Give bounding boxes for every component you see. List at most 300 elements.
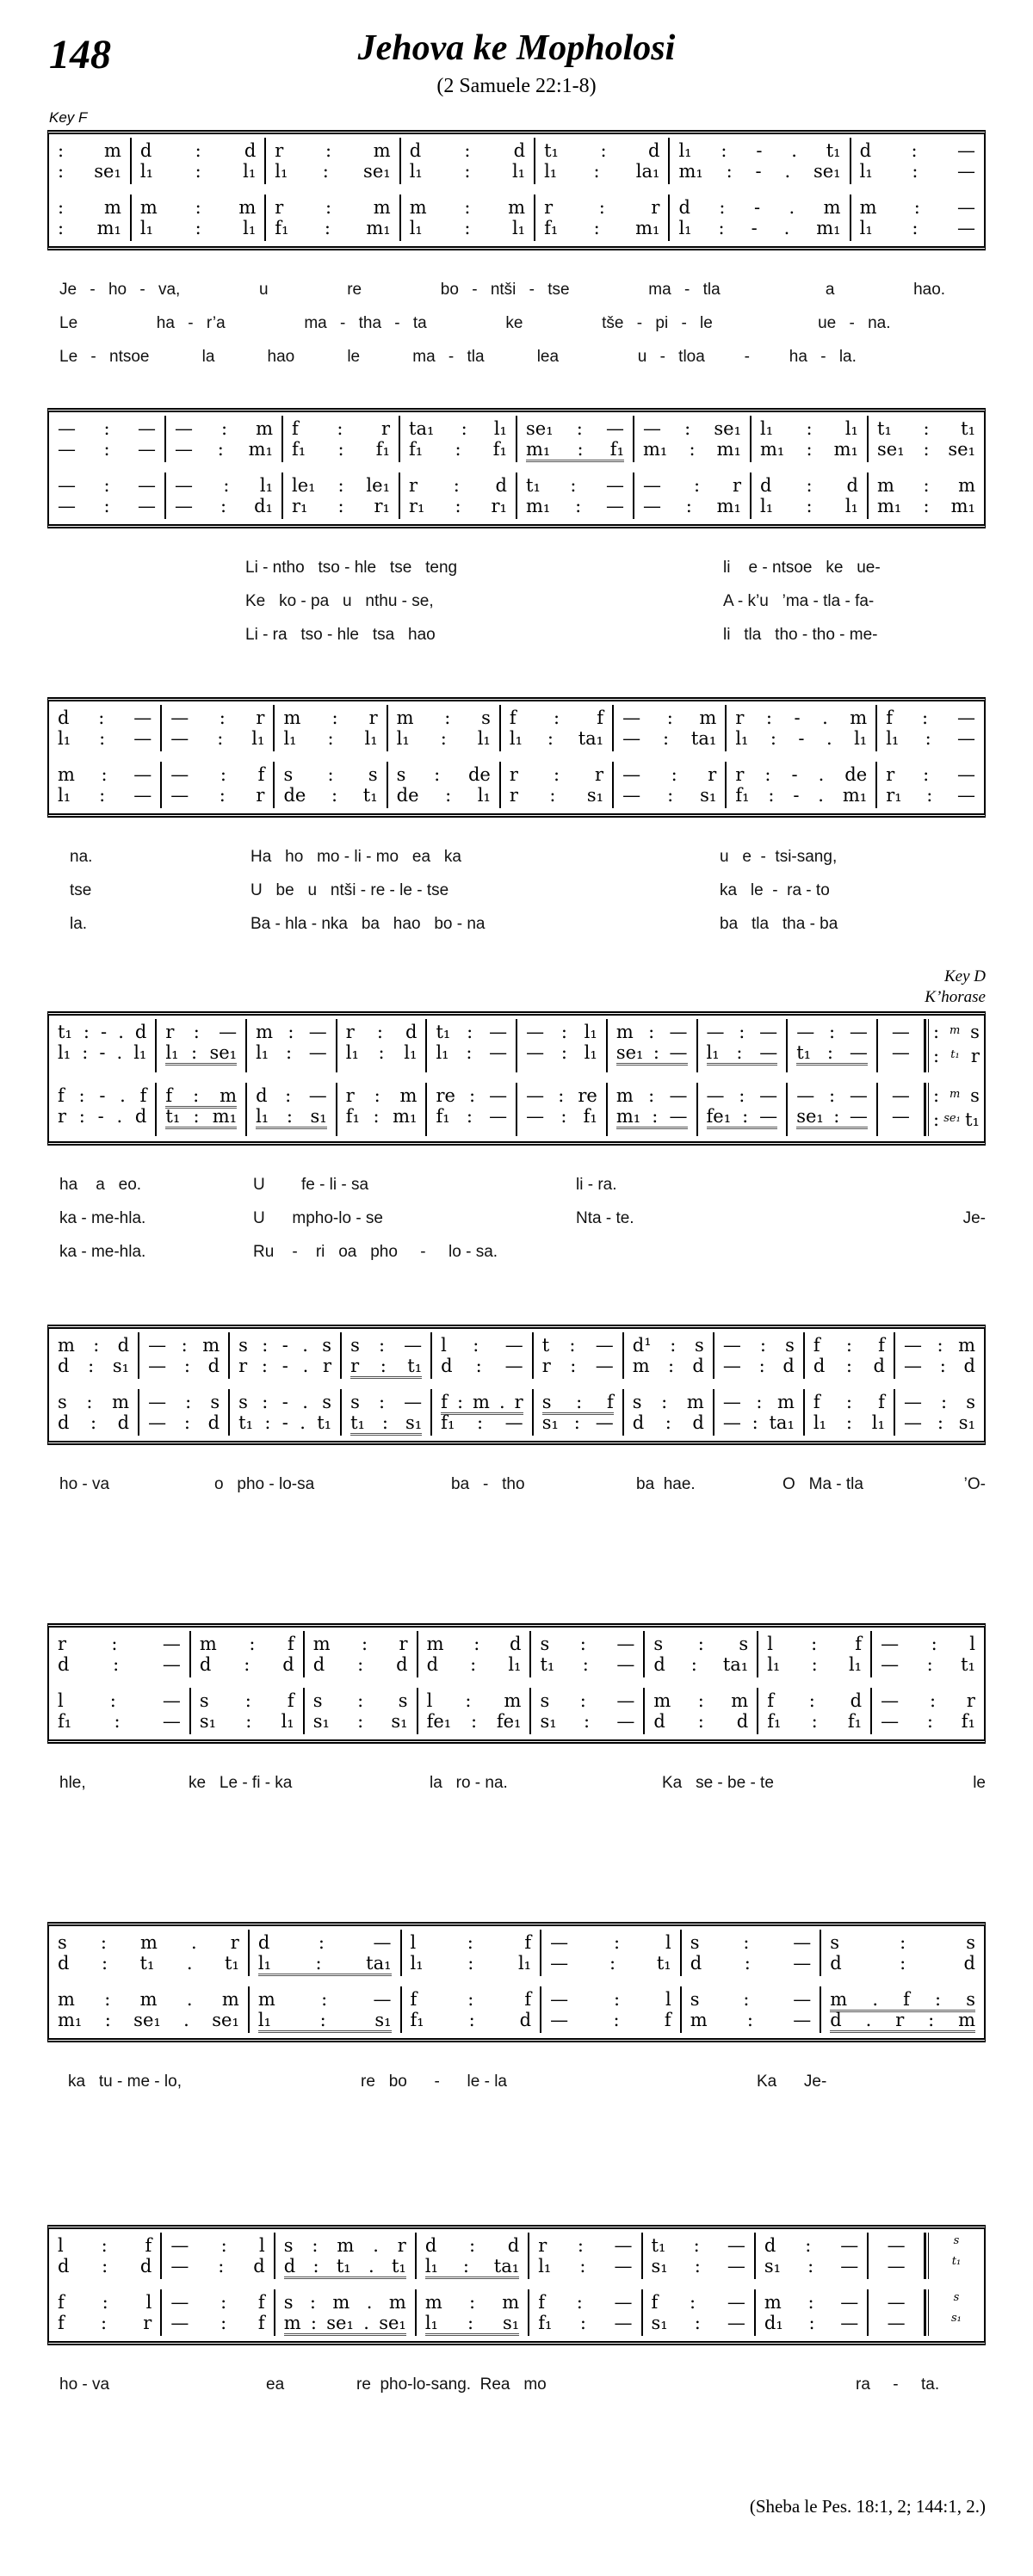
solfa-token: . [363,2313,369,2333]
note-line [200,1654,294,1675]
solfa-token: l₁ [871,1412,885,1433]
note-line [58,197,121,218]
solfa-token: — [840,2256,859,2276]
solfa-staff-box [47,1325,986,1445]
solfa-token: : [932,1046,940,1066]
solfa-token: l₁ [139,161,154,182]
solfa-token: l₁ [678,218,692,238]
solfa-token: f [410,1989,418,2010]
note-line [441,1412,523,1433]
solfa-token: : [925,728,931,749]
solfa-token: — [643,418,661,439]
score-bar-cell [162,2289,275,2336]
note-line [860,218,975,238]
solfa-token: — [489,1042,508,1063]
note-line [643,496,741,516]
solfa-token: : [746,2010,753,2030]
solfa-token: : [220,496,227,516]
solfa-token: : [374,1085,380,1106]
solfa-token: l₁ [410,1953,424,1974]
solfa-token: l₁ [58,1042,71,1063]
repeat-pickup-cell [925,1083,984,1136]
solfa-token: s₁ [958,1412,975,1433]
solfa-token: — [643,475,661,496]
solfa-token: — [616,1634,635,1654]
solfa-token: . [183,2010,189,2030]
solfa-staff-box [47,2225,986,2345]
solfa-token: : [765,707,772,728]
solfa-token: . [366,2292,373,2313]
solfa-token: se₁ [326,2313,354,2333]
note-line [58,161,121,182]
solfa-token: l₁ [859,218,873,238]
note-line [58,1106,146,1127]
solfa-token: d [282,1654,294,1675]
lyric-segment: le [973,1774,986,1792]
solfa-token: — [759,1106,778,1127]
solfa-token: : [736,1042,743,1063]
solfa-token: - [99,1042,106,1063]
solfa-token: f [651,2292,659,2313]
solfa-token: : [928,2010,935,2030]
solfa-token: t₁ [317,1412,332,1433]
solfa-token: r [966,1690,975,1711]
lyric-segment: ka - me-hla. [59,1209,146,1227]
note-line [411,1989,532,2010]
solfa-token: : [318,1932,325,1953]
lyric-segment: Li - ntho tso - hle tse teng [245,559,458,577]
note-line [58,439,156,460]
solfa-token: fe₁ [706,1106,732,1127]
note-line [622,764,716,785]
solfa-token: : [579,1690,586,1711]
lyric-segment: li e - ntsoe ke ue- [723,559,881,577]
repeat-pickup-cell [925,1019,984,1072]
solfa-token: — [137,496,156,516]
note-line [313,1654,408,1675]
solfa-token: l₁ [511,161,526,182]
solfa-token: f [509,707,516,728]
lyric-line [47,2065,986,2098]
solfa-token: - [756,140,763,161]
score-bar-cell [402,1986,542,2033]
solfa-token: : [362,1634,368,1654]
solfa-token: s₁ [112,1356,130,1376]
note-line [542,1356,614,1376]
solfa-token: l₁ [424,2313,438,2333]
note-line [436,1085,507,1106]
solfa-token: - [101,1022,108,1042]
note-line [540,1711,634,1732]
solfa-token: : [598,197,605,218]
lyric-segment: Li - ra tso - hle tsa hao [245,626,436,644]
score-bar-cell [417,2233,529,2279]
note-line [292,418,390,439]
note-line [735,707,867,728]
score-bar-cell [541,1930,682,1976]
solfa-token: m [283,707,301,728]
score-bar-cell [851,195,984,241]
solfa-token: — [840,2292,859,2313]
solfa-token: : [327,728,334,749]
repeat-pickup-cell [925,2289,984,2336]
solfa-token: : [690,1654,697,1675]
lyrics-block [47,2065,986,2098]
score-bar-cell [534,1389,624,1436]
lyric-segment: A - k’u ’ma - tla - fa- [723,592,875,610]
score-system-7 [47,1922,986,2098]
note-line [200,1711,294,1732]
solfa-token: r [409,475,418,496]
solfa-token: : [357,1711,364,1732]
note-line [256,1022,327,1042]
solfa-token: d [396,1654,408,1675]
solfa-token: m₁ [526,439,551,460]
note-line [690,1989,812,2010]
solfa-token: . [783,218,790,238]
solfa-token: : [473,1335,479,1356]
score-bar-cell [756,2233,869,2279]
solfa-token: t₁ [656,1953,671,1974]
solfa-token: : [244,1654,251,1675]
lyric-segment: ka tu - me - lo, [68,2073,182,2091]
solfa-token: : [923,764,930,785]
solfa-token: : [666,707,673,728]
solfa-token: : [912,218,919,238]
solfa-token: : [926,1654,933,1675]
score-bar-cell [230,1389,342,1436]
solfa-token: m [312,1634,331,1654]
note-line [652,2235,745,2256]
solfa-token: d [207,1412,220,1433]
note-line [881,1690,975,1711]
solfa-token: : [468,2292,476,2313]
solfa-token: — [956,161,975,182]
score-bar-cell [670,138,851,184]
key-change-label: Key D [943,967,986,985]
note-line [622,785,716,806]
solfa-token: : [99,785,106,806]
note-line [436,1106,507,1127]
solfa-token: — [170,2313,189,2333]
solfa-token: m [615,1022,634,1042]
solfa-token: le₁ [366,475,390,496]
solfa-token: — [137,418,156,439]
solfa-token: t₁ [526,475,541,496]
note-line [409,496,507,516]
grace-note: m [949,1024,961,1037]
solfa-token: : [764,764,771,785]
solfa-token: r [230,1932,239,1953]
solfa-token: f₁ [492,439,507,460]
solfa-token: : [464,218,471,238]
solfa-token: r [886,764,895,785]
solfa-token: : [756,1392,763,1412]
solfa-token: : [828,1022,836,1042]
key-change-label: K’horase [925,988,986,1006]
solfa-token: : [114,1711,121,1732]
solfa-token: m [58,764,75,785]
solfa-token: se₁ [133,2010,161,2030]
score-bar-cell [139,1332,230,1379]
solfa-token: l₁ [424,2256,438,2276]
solfa-token: — [706,1022,725,1042]
note-line [633,1356,704,1376]
solfa-token: : [685,496,692,516]
solfa-token: : [743,1932,750,1953]
solfa-token: l₁ [58,785,71,806]
solfa-token: f [903,1989,910,2010]
solfa-token: : [101,2313,108,2333]
lyric-segment: Ke ko - pa u nthu - se, [245,592,434,610]
note-line [58,785,152,806]
score-bar-cell [275,705,387,751]
solfa-token: : [652,1106,659,1127]
solfa-token: : [593,218,600,238]
solfa-token: : [99,728,106,749]
solfa-token: t₁ [225,1953,239,1974]
solfa-token: — [881,1634,900,1654]
solfa-token: m [502,2292,520,2313]
note-line [441,1392,523,1415]
solfa-token: : [464,161,471,182]
solfa-token: d [117,1335,130,1356]
note-line [760,439,858,460]
solfa-token: . [784,161,791,182]
note-line [877,2313,915,2333]
note-line [313,1711,408,1732]
note-line [723,1392,795,1412]
solfa-token: - [798,728,805,749]
note-line [550,2010,671,2030]
solfa-token: : [576,418,583,439]
solfa-token: : [327,764,334,785]
solfa-token: m₁ [760,439,785,460]
note-line [542,1392,614,1415]
solfa-token: l₁ [511,218,526,238]
solfa-token: . [186,1989,193,2010]
note-line [877,2235,915,2256]
solfa-token: : [911,140,918,161]
note-line [550,1989,671,2010]
solfa-token: : [249,1634,256,1654]
solfa-token: l₁ [760,496,774,516]
note-line [175,496,273,516]
solfa-token: f [58,1085,65,1106]
solfa-token: d [830,1953,842,1974]
solfa-token: f [767,1690,774,1711]
solfa-token: s [350,1335,360,1356]
solfa-token: f₁ [544,218,559,238]
solfa-token: : [570,475,577,496]
solfa-token: : [684,418,691,439]
solfa-token: — [796,1085,815,1106]
score-bar-cell [714,1389,805,1436]
solfa-token: re [436,1085,455,1106]
note-line [540,1654,634,1675]
solfa-token: . [186,1953,193,1974]
score-bar-cell [878,1083,925,1136]
note-line [411,1953,532,1974]
solfa-token: se₁ [526,418,554,439]
solfa-token: — [137,475,156,496]
solfa-token: f [257,2292,265,2313]
solfa-token: — [175,439,193,460]
solfa-token: d [830,2010,842,2030]
note-line [275,140,390,161]
solfa-token: d [426,1654,439,1675]
score-bar-cell [501,762,614,808]
soprano-alto-pair [49,705,984,751]
note-line [283,764,377,785]
solfa-token: ta₁ [722,1654,749,1675]
solfa-token: s [966,1932,975,1953]
solfa-token: se₁ [209,1042,238,1063]
solfa-token: d [813,1356,826,1376]
solfa-token: . [826,728,832,749]
note-line [877,2256,915,2276]
solfa-token: — [891,1022,910,1042]
solfa-token: : [609,1953,616,1974]
solfa-token: : [573,1412,580,1433]
solfa-token: : [577,439,584,460]
solfa-token: : [648,1085,655,1106]
solfa-token: l [426,1690,433,1711]
note-line [140,218,256,238]
solfa-token: f₁ [441,1412,455,1433]
soprano-alto-pair [49,416,984,462]
solfa-token: m [426,1634,444,1654]
solfa-token: d [244,140,257,161]
solfa-token: — [622,764,641,785]
solfa-token: l [145,2292,152,2313]
solfa-token: : [468,2235,476,2256]
lyric-segment: Je- [962,1209,986,1227]
score-bar-cell [877,705,984,751]
solfa-token: r₁ [409,496,425,516]
solfa-token: l [58,1690,64,1711]
solfa-token: m [283,2313,301,2333]
lyric-segment: la ro - na. [430,1774,508,1792]
soprano-alto-pair [49,1019,984,1072]
note-line [409,439,507,460]
note-line [58,1022,146,1042]
solfa-token: : [759,1335,766,1356]
note-line [148,1335,220,1356]
note-line [526,1042,597,1063]
solfa-token: : [373,1106,380,1127]
solfa-token: : [467,1932,473,1953]
solfa-token: : [470,1711,478,1732]
solfa-token: d [736,1711,749,1732]
solfa-token: : [219,707,226,728]
score-bar-cell [895,1389,984,1436]
note-line [544,197,659,218]
soprano-alto-pair [49,1332,984,1379]
solfa-token: se₁ [94,161,121,182]
solfa-token: . [302,1356,309,1376]
note-line [350,1392,422,1412]
solfa-token: m [958,475,975,496]
solfa-token: : [576,1392,583,1412]
solfa-token: — [162,1711,181,1732]
solfa-token: r [345,1085,355,1106]
solfa-token: t₁ [336,2256,351,2276]
score-bar-cell [643,2289,756,2336]
tenor-bass-pair [49,195,984,241]
lyrics-block [47,2368,986,2401]
solfa-token: — [170,785,189,806]
solfa-token: s [830,1932,840,1953]
solfa-token: - [281,1392,288,1412]
note-line [58,1335,129,1356]
note-line [292,439,390,460]
score-bar-cell [517,1083,608,1136]
note-line [140,140,256,161]
solfa-token: : [58,161,65,182]
solfa-token: l₁ [257,1953,272,1974]
note-line [58,2235,152,2256]
solfa-token: s₁ [310,1106,327,1127]
solfa-token: : [661,1392,668,1412]
note-line [510,785,603,806]
soprano-alto-pair [49,138,984,184]
solfa-token: — [891,1085,910,1106]
lyric-segment: Ru - ri oa pho - lo - sa. [253,1243,498,1261]
score-bar-cell [788,1019,878,1072]
solfa-token: l₁ [364,728,378,749]
solfa-token: m₁ [716,496,741,516]
hymn-title: Jehova ke Mopholosi [357,28,676,68]
solfa-token: . [818,785,824,806]
solfa-token: — [614,2235,633,2256]
note-line [283,707,377,728]
solfa-token: — [903,1412,922,1433]
solfa-token: s [966,1989,975,2010]
solfa-token: : [807,2292,814,2313]
solfa-token: r [595,764,604,785]
score-bar-cell [49,195,132,241]
solfa-token: d [312,1654,325,1675]
lyric-segment: ea [266,2375,285,2394]
lyric-segment: tse [70,881,92,899]
solfa-token: — [727,2256,745,2276]
score-bar-cell [614,705,727,751]
note-line [58,707,152,728]
solfa-token: l₁ [165,1042,179,1063]
note-line [538,2292,632,2313]
solfa-token: : [455,496,461,516]
solfa-token: : [726,161,733,182]
solfa-token: l₁ [139,218,154,238]
solfa-token: — [887,2235,906,2256]
note-line [313,1690,408,1711]
solfa-token: r [380,418,390,439]
solfa-token: : [217,439,224,460]
solfa-token: : [579,2256,586,2276]
solfa-token: — [614,2292,633,2313]
solfa-token: s [632,1392,642,1412]
solfa-token: : [667,1356,675,1376]
note-line [830,2010,975,2033]
note-line [148,1356,220,1376]
solfa-token: — [148,1392,167,1412]
score-bar-cell [821,1930,984,1976]
solfa-token: m [690,2010,708,2030]
lyric-segment: Le ha - r’a ma - tha - ta ke tše - pi - le ue - na. [59,314,891,332]
note-line [148,1392,220,1412]
lyrics-block [47,840,986,941]
